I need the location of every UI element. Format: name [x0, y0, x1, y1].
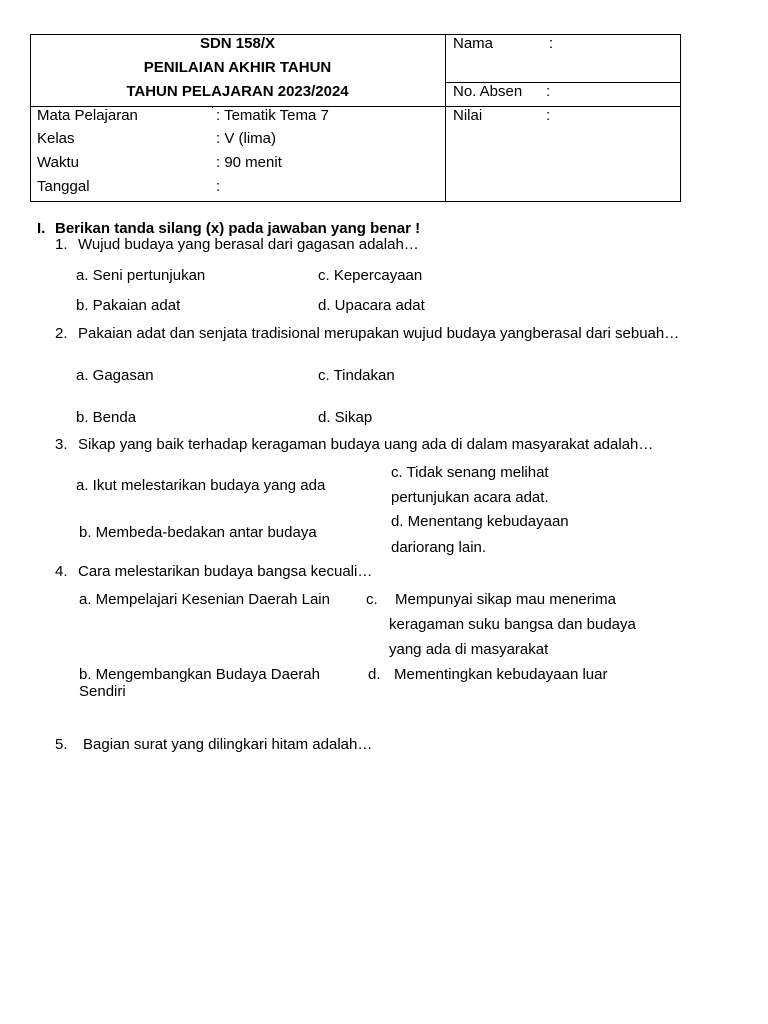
question-number: 1. — [55, 236, 68, 253]
option-c-line-3[interactable]: yang ada di masyarakat — [389, 641, 549, 658]
question-number: 4. — [55, 563, 68, 580]
option-c[interactable]: c. Kepercayaan — [318, 267, 423, 284]
question-number: 2. — [55, 325, 68, 342]
subject-value: : Tematik Tema 7 — [216, 107, 329, 124]
question-text: Pakaian adat dan senjata tradisional merupakan wujud budaya yangberasal dari sebuah… — [78, 325, 680, 342]
option-b-line-2[interactable]: Sendiri — [79, 683, 126, 700]
option-d-line-1[interactable]: d. Menentang kebudayaan — [391, 513, 569, 530]
option-d[interactable]: d. Sikap — [318, 409, 373, 426]
option-a[interactable]: a. Seni pertunjukan — [76, 267, 206, 284]
option-a[interactable]: a. Gagasan — [76, 367, 154, 384]
section-numeral: I. — [37, 220, 46, 237]
option-a[interactable]: a. Mempelajari Kesenian Daerah Lain — [79, 591, 330, 608]
option-c-line-1[interactable]: c. Tidak senang melihat — [391, 464, 549, 481]
option-b[interactable]: b. Pakaian adat — [76, 297, 181, 314]
question-text: Sikap yang baik terhadap keragaman budaya uang ada di dalam masyarakat adalah… — [78, 436, 654, 453]
option-c-line-1[interactable]: Mempunyai sikap mau menerima — [395, 591, 616, 608]
option-b[interactable]: b. Benda — [76, 409, 137, 426]
option-d-line-2[interactable]: dariorang lain. — [391, 539, 487, 556]
option-c-line-2[interactable]: keragaman suku bangsa dan budaya — [389, 616, 636, 633]
option-b[interactable]: b. Membeda-bedakan antar budaya — [79, 524, 317, 541]
subject-label: Mata Pelajaran — [37, 107, 138, 124]
question-text: Bagian surat yang dilingkari hitam adalah… — [83, 736, 373, 753]
absen-colon: : — [546, 83, 551, 100]
option-a[interactable]: a. Ikut melestarikan budaya yang ada — [76, 477, 326, 494]
time-label: Waktu — [37, 154, 79, 171]
nilai-label: Nilai — [453, 107, 483, 124]
school-name: SDN 158/X — [199, 35, 276, 52]
option-d-text[interactable]: Mementingkan kebudayaan luar — [394, 666, 608, 683]
option-d[interactable]: d. Upacara adat — [318, 297, 425, 314]
section-instruction: Berikan tanda silang (x) pada jawaban yang benar ! — [55, 220, 421, 237]
option-d-letter[interactable]: d. — [368, 666, 381, 683]
option-c-line-2[interactable]: pertunjukan acara adat. — [391, 489, 549, 506]
class-value: : V (lima) — [216, 130, 276, 147]
option-c[interactable]: c. Tindakan — [318, 367, 395, 384]
time-value: : 90 menit — [216, 154, 282, 171]
question-text: Wujud budaya yang berasal dari gagasan adalah… — [78, 236, 419, 253]
option-b-line-1[interactable]: b. Mengembangkan Budaya Daerah — [79, 666, 320, 683]
option-c-letter[interactable]: c. — [366, 591, 378, 608]
name-colon: : — [549, 35, 554, 52]
question-number: 5. — [55, 736, 68, 753]
academic-year: TAHUN PELAJARAN 2023/2024 — [126, 83, 349, 100]
question-text: Cara melestarikan budaya bangsa kecuali… — [78, 563, 373, 580]
nilai-colon: : — [546, 107, 551, 124]
date-value: : — [216, 178, 221, 195]
question-number: 3. — [55, 436, 68, 453]
class-label: Kelas — [37, 130, 75, 147]
name-label: Nama — [453, 35, 494, 52]
date-label: Tanggal — [37, 178, 90, 195]
exam-title: PENILAIAN AKHIR TAHUN — [143, 59, 332, 76]
absen-label: No. Absen — [453, 83, 523, 100]
